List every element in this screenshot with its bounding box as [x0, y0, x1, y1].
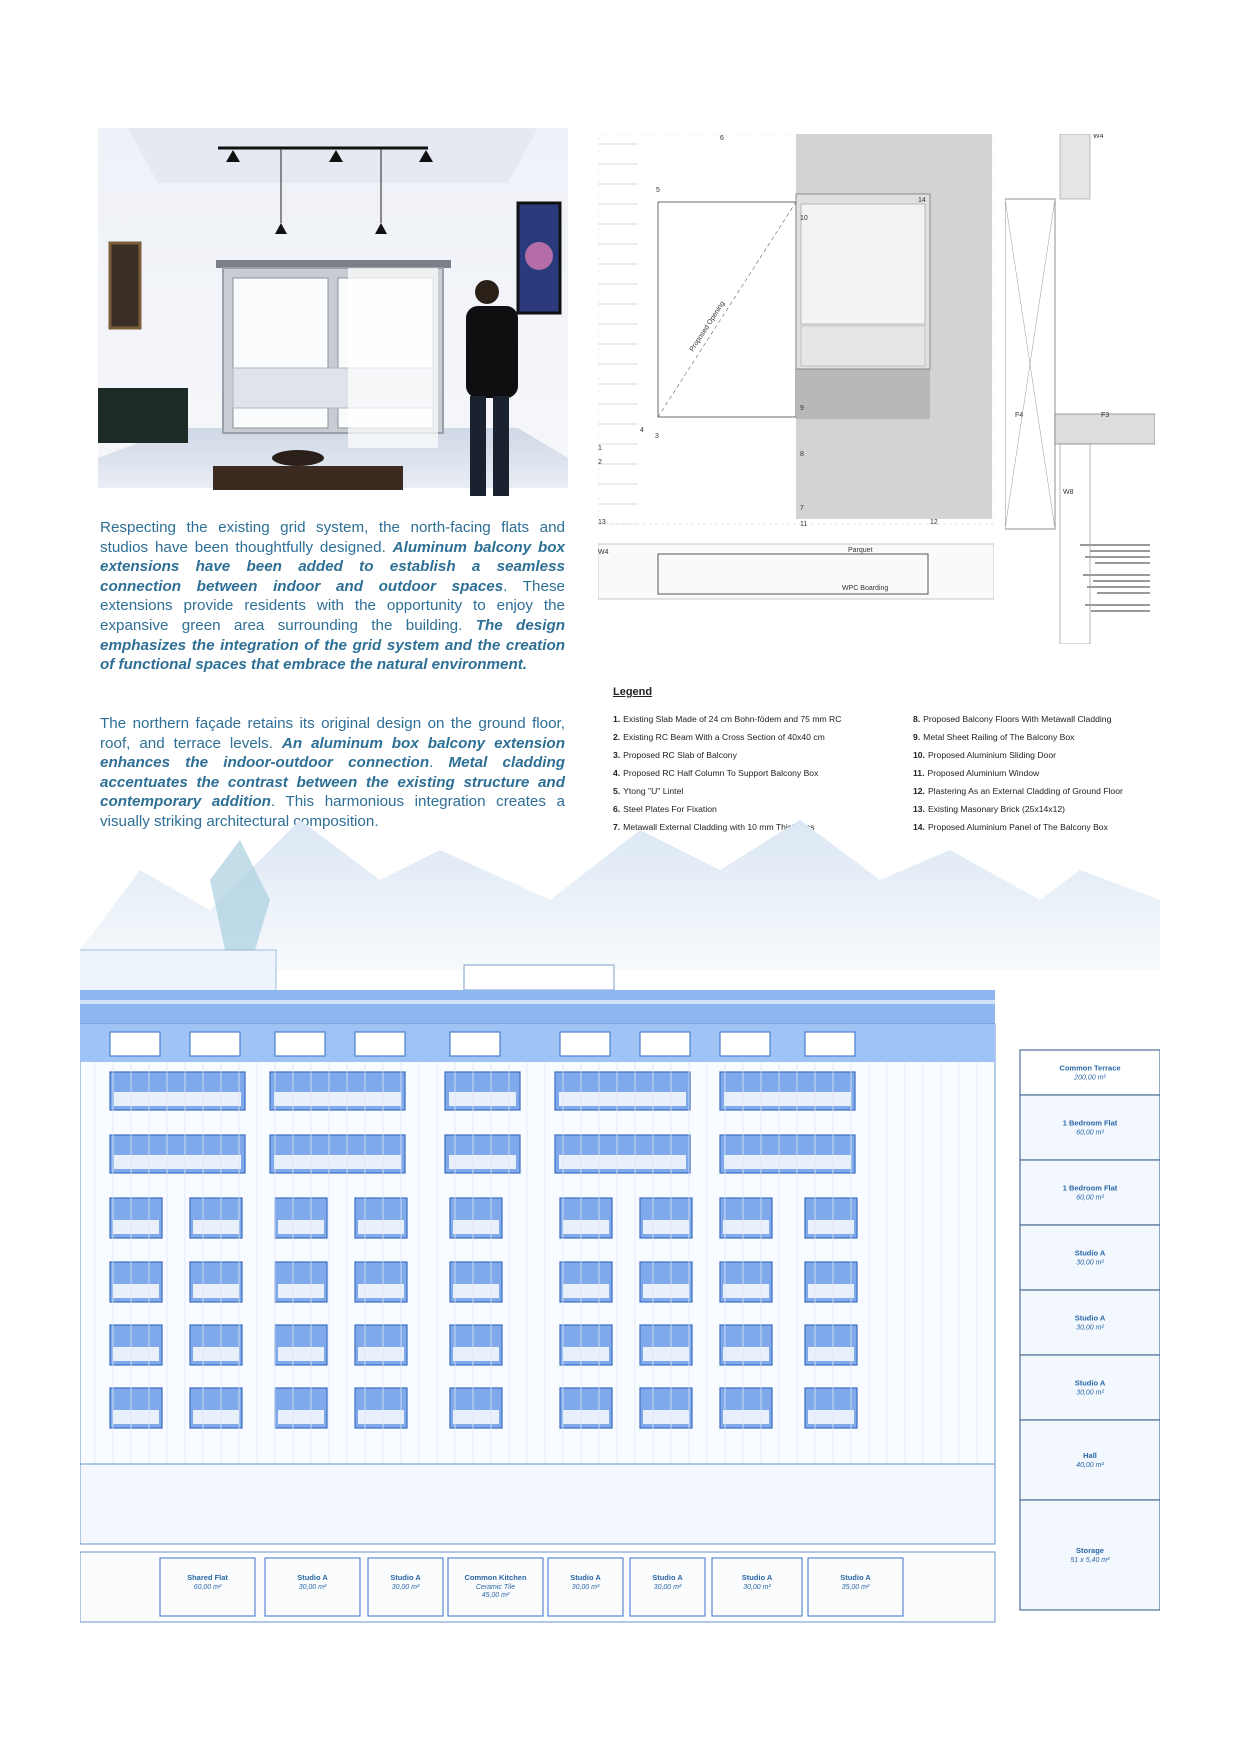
section-room — [1020, 1290, 1160, 1355]
balcony-railing — [453, 1220, 499, 1234]
section-room-area: 30,00 m² — [1076, 1324, 1104, 1332]
callout-5: 5 — [656, 187, 660, 194]
legend-item-text: Proposed Aluminium Window — [927, 768, 1040, 778]
balcony-railing — [113, 1220, 159, 1234]
balcony-railing — [723, 1284, 769, 1298]
legend-item-number: 10. — [913, 750, 925, 760]
section-room — [1020, 1420, 1160, 1500]
plan-room-area: 45,00 m² — [481, 1592, 510, 1599]
facade-window — [640, 1032, 690, 1056]
facade-window — [560, 1032, 610, 1056]
section-room — [1020, 1050, 1160, 1095]
callout-13: 13 — [598, 519, 606, 526]
legend-item-number: 7. — [613, 822, 621, 832]
callout-3: 3 — [655, 433, 659, 440]
balcony-railing — [453, 1347, 499, 1361]
callout-w8: W8 — [1063, 489, 1074, 496]
plan-room-finish: Ceramic Tile — [475, 1584, 516, 1591]
section-room-name: Storage — [1076, 1546, 1104, 1555]
balcony-railing — [278, 1220, 324, 1234]
legend-item-text: Proposed Aluminium Panel of The Balcony Box — [927, 822, 1108, 832]
plan-room-name: Common Kitchen — [464, 1573, 527, 1582]
balcony-railing — [449, 1155, 516, 1169]
dog — [272, 450, 324, 466]
section-room-name: 1 Bedroom Flat — [1062, 1118, 1118, 1128]
person — [466, 306, 518, 398]
sheer-curtain — [348, 268, 438, 448]
section-room-area: 30,00 m² — [1076, 1259, 1104, 1267]
legend-item-text: Metal Sheet Railing of The Balcony Box — [923, 732, 1075, 742]
legend-item-number: 12. — [913, 786, 925, 796]
plan-room-name: Studio A — [570, 1573, 601, 1582]
balcony-railing — [193, 1347, 239, 1361]
parquet-label: Parquet — [848, 547, 873, 554]
wall-painting — [110, 243, 140, 328]
section-room — [1020, 1160, 1160, 1225]
legend-item — [613, 710, 841, 728]
balcony-railing — [453, 1410, 499, 1424]
callout-f3: F3 — [1101, 412, 1110, 419]
legend-item-text: Existing Masonary Brick (25x14x12) — [927, 804, 1066, 814]
roof-parapet — [80, 990, 995, 1024]
legend-item — [913, 746, 1123, 764]
legend-item-text: Metawall External Cladding with 10 mm Thickness — [623, 822, 815, 832]
callout-7: 7 — [800, 505, 804, 512]
callout-4: 4 — [640, 427, 644, 434]
callout-9: 9 — [800, 405, 804, 412]
facade-window — [110, 1032, 160, 1056]
section-room-area: 200,00 m² — [1074, 1074, 1106, 1082]
plan-room-name: Studio A — [390, 1573, 421, 1582]
section-room-area: 51 x 5,40 m² — [1070, 1557, 1110, 1564]
balcony-railing — [723, 1347, 769, 1361]
balcony-railing — [278, 1347, 324, 1361]
legend-item-text: Proposed RC Half Column To Support Balcony Box — [623, 768, 819, 778]
section-room — [1020, 1500, 1160, 1610]
proposed-opening-label: Proposed Opening — [688, 300, 727, 354]
legend-item-text: Proposed Balcony Floors With Metawall Cladding — [923, 714, 1112, 724]
balcony-railing — [114, 1155, 241, 1169]
description-paragraph-2: The northern façade retains its original design on the ground floor, roof, and terrace levels. An aluminum box balcony extension enhances the indoor-outdoor connection. Metal cladding accentuates the contrast between the existing structure and contemporary addition. This harmonious integration creates a visually striking architectural composition. — [100, 715, 565, 830]
plan-room-area: 30,00 m² — [571, 1584, 600, 1591]
roof-box — [464, 965, 614, 990]
callout-12: 12 — [930, 519, 938, 526]
balcony-railing — [559, 1155, 686, 1169]
callout-11: 11 — [800, 521, 808, 528]
balcony-railing — [113, 1347, 159, 1361]
callout-w4: W4 — [598, 549, 609, 556]
description-paragraph-1: Respecting the existing grid system, the north-facing flats and studios have been thoughtfully designed. Aluminum balcony box extensions have been added to establish a seamless connection between indoor and outdoor spaces. These extensions provide residents with the opportunity to enjoy the expansive green area surrounding the building. The design emphasizes the integration of the grid system and the creation of functional spaces that embrace the natural environment. — [100, 519, 565, 674]
section-room-name: Common Terrace — [1059, 1063, 1121, 1073]
callout-1: 1 — [598, 445, 602, 452]
section-room-area: 40,00 m² — [1076, 1462, 1104, 1469]
legend-item-number: 1. — [613, 714, 621, 724]
legend-item-number: 11. — [913, 768, 925, 778]
plan-room-name: Shared Flat — [187, 1573, 228, 1582]
legend-item-text: Proposed Aluminium Sliding Door — [927, 750, 1056, 760]
balcony-railing — [559, 1092, 686, 1106]
legend-title: Legend — [613, 686, 653, 698]
section-room-name: Studio A — [1074, 1248, 1106, 1258]
section-room — [1020, 1225, 1160, 1290]
section-room-area: 60,00 m² — [1076, 1129, 1104, 1137]
section-room-name: Hall — [1083, 1451, 1097, 1460]
legend-item — [613, 782, 841, 800]
sofa — [98, 388, 188, 443]
balcony-railing — [453, 1284, 499, 1298]
balcony-railing — [449, 1092, 516, 1106]
balcony-railing — [193, 1220, 239, 1234]
legend-item-text: Ytong "U" Lintel — [623, 786, 684, 796]
plan-room-area: 30,00 m² — [391, 1584, 420, 1591]
plan-room-name: Studio A — [741, 1573, 773, 1582]
section-room-area: 60,00 m² — [1076, 1194, 1104, 1202]
legend-item-number: 5. — [613, 786, 621, 796]
balcony-railing — [113, 1410, 159, 1424]
section-room-name: Studio A — [1074, 1313, 1106, 1323]
legend-item-number: 2. — [613, 732, 621, 742]
legend-item-number: 8. — [913, 714, 921, 724]
plan-room-name: Studio A — [652, 1573, 683, 1582]
balcony-railing — [563, 1220, 609, 1234]
callout-6: 6 — [720, 135, 724, 142]
legend-item-number: 3. — [613, 750, 621, 760]
legend-item-number: 6. — [613, 804, 621, 814]
facade-window — [720, 1032, 770, 1056]
balcony-railing — [563, 1347, 609, 1361]
callout-8: 8 — [800, 451, 804, 458]
balcony-railing — [193, 1410, 239, 1424]
wpc-label: WPC Boarding — [842, 585, 889, 592]
legend-item-number: 4. — [613, 768, 621, 778]
legend-item-number: 14. — [913, 822, 925, 832]
callout-2: 2 — [598, 459, 602, 466]
plan-room-area: 60,00 m² — [193, 1584, 222, 1591]
wall-section-detail — [1005, 134, 1155, 644]
plan-room-area: 30,00 m² — [743, 1584, 771, 1591]
section-room — [1020, 1095, 1160, 1160]
callout-f4: F4 — [1015, 412, 1024, 419]
section-room-name: Studio A — [1074, 1378, 1106, 1388]
plan-room-name: Studio A — [297, 1573, 328, 1582]
plan-room-area: 30,00 m² — [653, 1584, 682, 1591]
rug — [213, 466, 403, 490]
balcony-railing — [563, 1410, 609, 1424]
legend-item — [613, 764, 841, 782]
legend-item — [613, 728, 841, 746]
plan-room-area: 35,00 m² — [841, 1584, 870, 1591]
legend-item-text: Steel Plates For Fixation — [623, 804, 717, 814]
callout-10: 10 — [800, 215, 808, 222]
legend-item-text: Existing Slab Made of 24 cm Bohn-födem and 75 mm RC — [623, 714, 842, 724]
ground-floor — [80, 1464, 995, 1544]
facade-window — [190, 1032, 240, 1056]
section-room-name: 1 Bedroom Flat — [1062, 1183, 1118, 1193]
balcony-railing — [723, 1220, 769, 1234]
callout-w4-section: W4 — [1093, 134, 1104, 140]
legend-item-text: Existing RC Beam With a Cross Section of 40x40 cm — [623, 732, 825, 742]
section-room — [1020, 1355, 1160, 1420]
floor-section-strip — [598, 544, 994, 599]
balcony-railing — [643, 1410, 689, 1424]
legend-item — [913, 782, 1123, 800]
legend-item-number: 9. — [913, 732, 921, 742]
balcony-railing — [563, 1284, 609, 1298]
facade-window — [275, 1032, 325, 1056]
balcony-railing — [643, 1220, 689, 1234]
balcony-railing — [643, 1347, 689, 1361]
callout-14: 14 — [918, 197, 926, 204]
legend-item — [913, 764, 1123, 782]
balcony-detail-drawing — [598, 134, 994, 634]
balcony-railing — [193, 1284, 239, 1298]
balcony-railing — [643, 1284, 689, 1298]
balcony-railing — [278, 1284, 324, 1298]
legend-item — [613, 746, 841, 764]
balcony-railing — [113, 1284, 159, 1298]
balcony-railing — [723, 1410, 769, 1424]
balcony-railing — [278, 1410, 324, 1424]
legend-item-text: Proposed RC Slab of Balcony — [623, 750, 737, 760]
legend-item-text: Plastering As an External Cladding of Ground Floor — [927, 786, 1123, 796]
north-facade-elevation — [80, 810, 1160, 1630]
legend-item — [913, 728, 1123, 746]
facade-window — [450, 1032, 500, 1056]
section-room-area: 30,00 m² — [1076, 1389, 1104, 1397]
legend-item — [913, 710, 1123, 728]
balcony-railing — [114, 1092, 241, 1106]
facade-window — [355, 1032, 405, 1056]
facade-window — [805, 1032, 855, 1056]
interior-render — [98, 128, 568, 558]
plan-room-area: 30,00 m² — [298, 1584, 327, 1591]
plan-room-name: Studio A — [840, 1573, 871, 1582]
legend-item-number: 13. — [913, 804, 925, 814]
curtain-rail — [216, 260, 451, 268]
